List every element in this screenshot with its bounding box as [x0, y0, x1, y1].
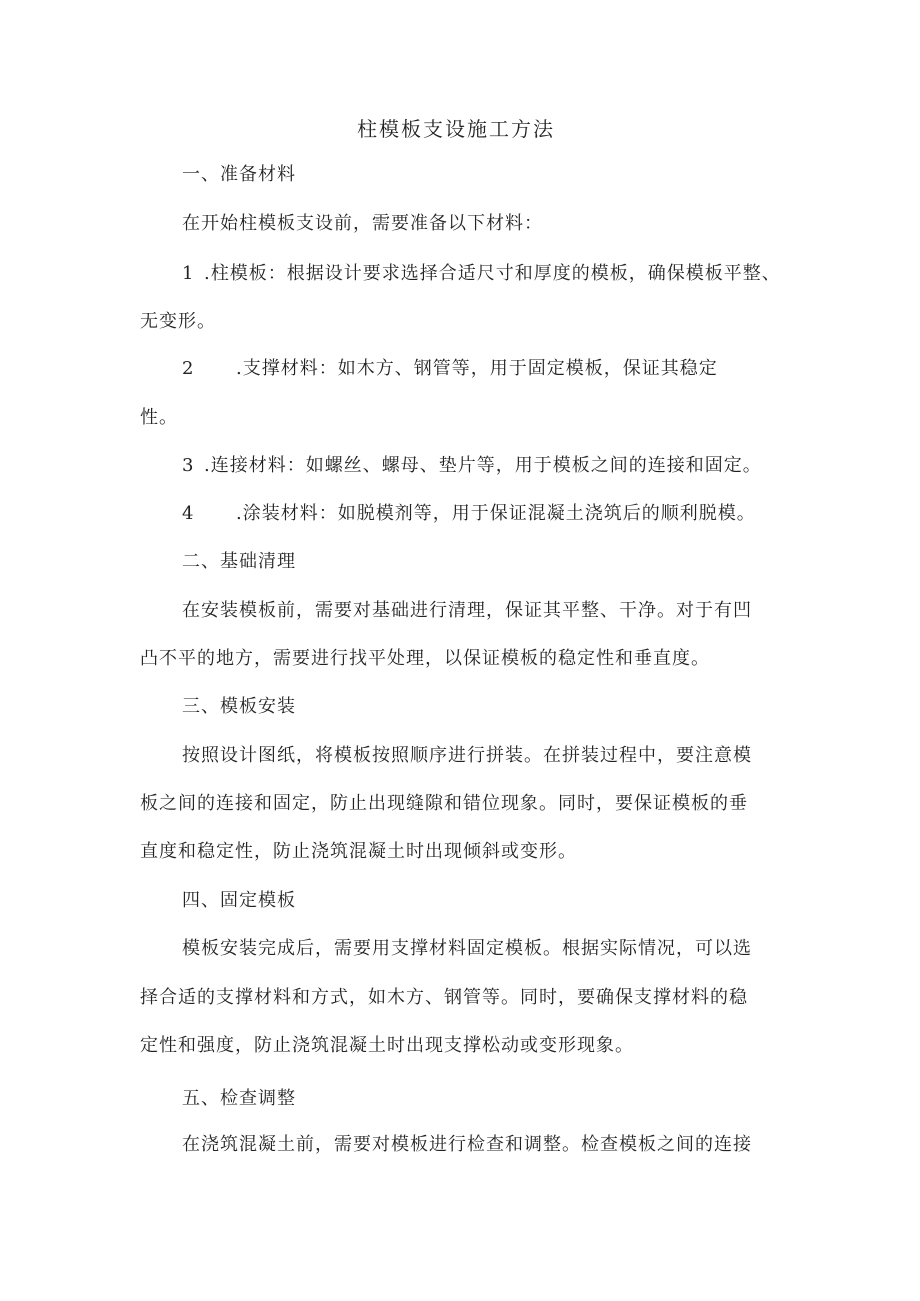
paragraph-line: 定性和强度，防止浇筑混凝土时出现支撑松动或变形现象。	[140, 1035, 634, 1056]
list-item-number: 1	[182, 263, 195, 284]
list-item-1	[182, 263, 781, 285]
list-item-4	[182, 503, 756, 525]
section-heading-4: 四、固定模板	[182, 890, 296, 911]
list-item-number: 4	[182, 503, 195, 524]
list-item-number: 3	[182, 455, 195, 476]
section-heading-2: 二、基础清理	[182, 551, 296, 572]
paragraph-line: 板之间的连接和固定，防止出现缝隙和错位现象。同时，要保证模板的垂	[140, 793, 748, 814]
paragraph-line: 在安装模板前，需要对基础进行清理，保证其平整、干净。对于有凹	[182, 600, 752, 621]
list-item-2	[182, 358, 718, 380]
paragraph-line: 在开始柱模板支设前，需要准备以下材料：	[182, 213, 543, 234]
list-item-continuation: 无变形。	[140, 311, 216, 332]
list-item-text: .涂装材料：如脱模剂等，用于保证混凝土浇筑后的顺利脱模。	[236, 503, 756, 524]
paragraph-line: 在浇筑混凝土前，需要对模板进行检查和调整。检查模板之间的连接	[182, 1134, 752, 1155]
paragraph-line: 直度和稳定性，防止浇筑混凝土时出现倾斜或变形。	[140, 841, 577, 862]
section-heading-5: 五、检查调整	[182, 1088, 296, 1109]
document-title: 柱模板支设施工方法	[357, 117, 555, 141]
paragraph-line: 模板安装完成后，需要用支撑材料固定模板。根据实际情况，可以选	[182, 938, 752, 959]
paragraph-line: 按照设计图纸，将模板按照顺序进行拼装。在拼装过程中，要注意模	[182, 745, 752, 766]
section-heading-3: 三、模板安装	[182, 696, 296, 717]
paragraph-line: 择合适的支撑材料和方式，如木方、钢管等。同时，要确保支撑材料的稳	[140, 987, 748, 1008]
list-item-text: .柱模板：根据设计要求选择合适尺寸和厚度的模板，确保模板平整、	[204, 263, 781, 284]
list-item-text: .支撑材料：如木方、钢管等，用于固定模板，保证其稳定	[236, 358, 718, 379]
list-item-3	[182, 455, 762, 477]
list-item-continuation: 性。	[140, 407, 178, 428]
list-item-text: .连接材料：如螺丝、螺母、垫片等，用于模板之间的连接和固定。	[204, 455, 762, 476]
list-item-number: 2	[182, 358, 195, 379]
section-heading-1: 一、准备材料	[182, 164, 296, 185]
paragraph-line: 凸不平的地方，需要进行找平处理，以保证模板的稳定性和垂直度。	[140, 648, 710, 669]
